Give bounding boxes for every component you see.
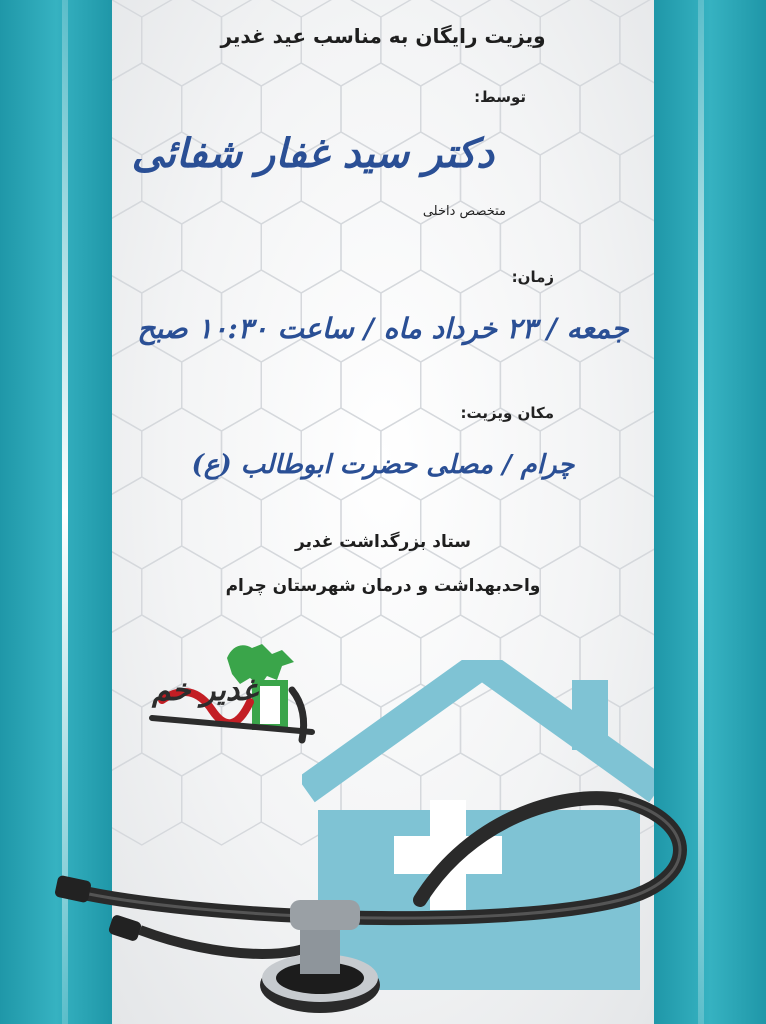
place-value: چرام / مصلی حضرت ابوطالب (ع) — [191, 450, 575, 480]
doctor-specialty: متخصص داخلی — [422, 204, 506, 219]
time-value: جمعه / ۲۳ خرداد ماه / ساعت ۱۰:۳۰ صبح — [137, 312, 629, 345]
organizer-line-1: ستاد بزرگداشت غدیر — [295, 532, 471, 552]
doctor-name: دکتر سید غفار شفائی — [131, 130, 494, 177]
logo-text: غدیر خم — [152, 673, 258, 708]
poster-title: ویزیت رایگان به مناسب عید غدیر — [220, 24, 546, 48]
organizer-line-2: واحدبهداشت و درمان شهرستان چرام — [225, 576, 541, 596]
by-label: توسط: — [474, 88, 526, 106]
place-label: مکان ویزیت: — [460, 404, 554, 422]
time-label: زمان: — [511, 268, 554, 286]
